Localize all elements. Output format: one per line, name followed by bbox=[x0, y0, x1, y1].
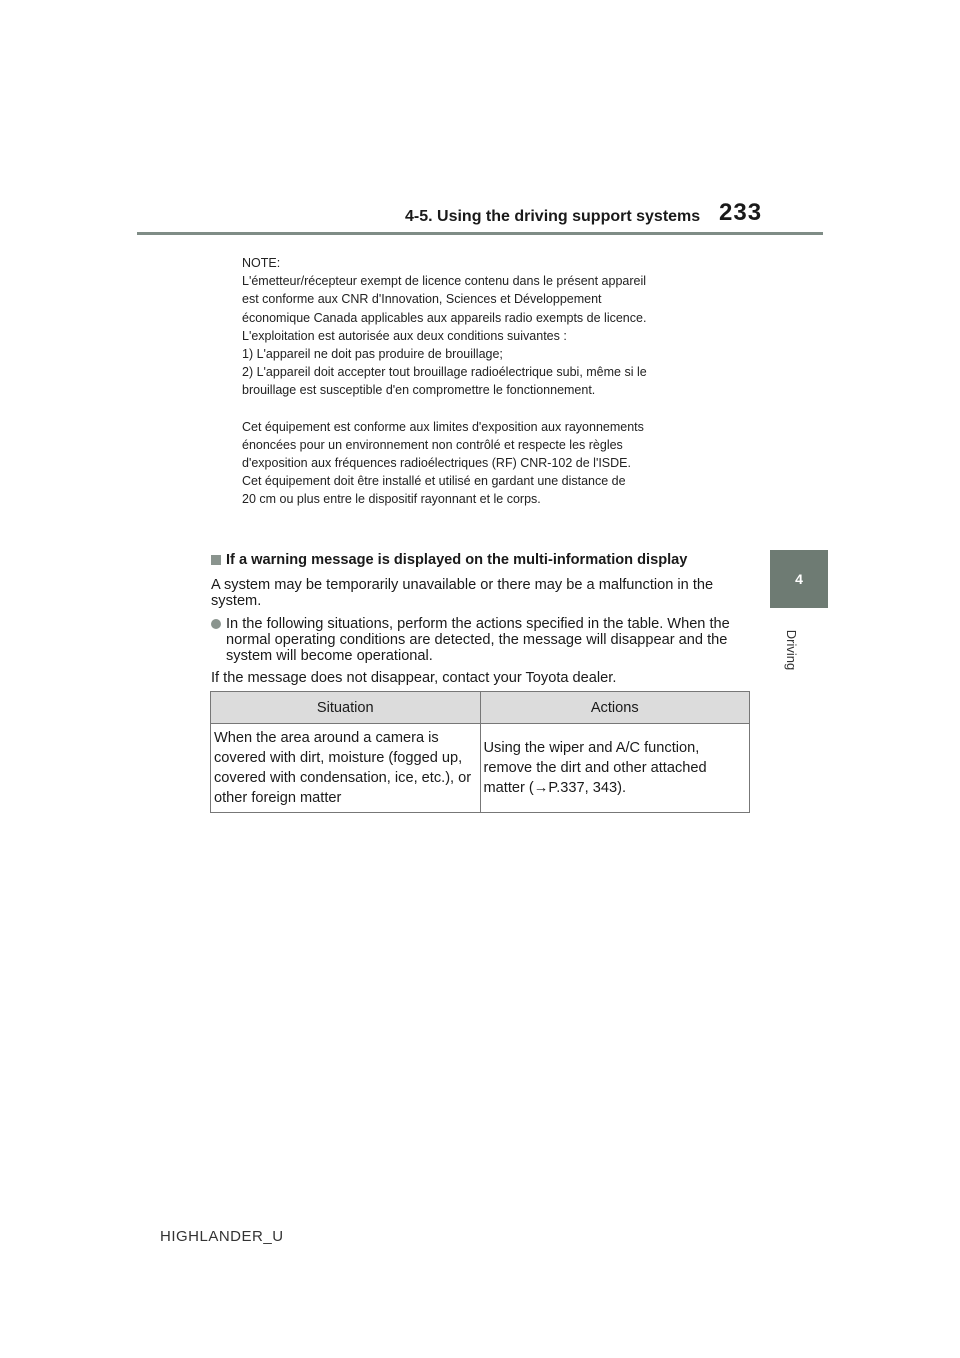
notice-gap bbox=[242, 400, 742, 418]
notice-line: L'exploitation est autorisée aux deux conditions suivantes : bbox=[242, 328, 567, 343]
section-heading-text: If a warning message is displayed on the multi-information display bbox=[226, 552, 688, 568]
chapter-label: Driving bbox=[784, 629, 799, 671]
header-actions: Actions bbox=[480, 692, 750, 724]
closing-paragraph: If the message does not disappear, contact your Toyota dealer. bbox=[211, 670, 617, 686]
page-number: 233 bbox=[719, 199, 763, 226]
footer-model-code: HIGHLANDER_U bbox=[160, 1228, 284, 1245]
situation-actions-table bbox=[210, 691, 750, 813]
notice-line: brouillage est susceptible d'en compromettre le fonctionnement. bbox=[242, 383, 596, 398]
section-header-title: 4-5. Using the driving support systems bbox=[405, 208, 701, 225]
chapter-tab bbox=[770, 550, 828, 608]
notice-line: Cet équipement est conforme aux limites d'exposition aux rayonnements bbox=[242, 419, 644, 434]
cell-situation: When the area around a camera is covered with dirt, moisture (fogged up, covered with condensation, ice, etc.), or other foreign matter bbox=[211, 724, 481, 813]
notice-line: est conforme aux CNR d'Innovation, Sciences et Développement bbox=[242, 292, 602, 307]
regulatory-notice bbox=[242, 254, 742, 509]
bullet-text: In the following situations, perform the actions specified in the table. When the normal operating conditions are detected, the message will disappear and the system will become operational. bbox=[226, 616, 730, 664]
notice-line: d'exposition aux fréquences radioélectriques (RF) CNR-102 de l'ISDE. bbox=[242, 456, 631, 471]
header-situation: Situation bbox=[211, 692, 481, 724]
bullet-item bbox=[211, 616, 756, 664]
notice-line: économique Canada applicables aux appareils radio exempts de licence. bbox=[242, 310, 647, 325]
notice-line: NOTE: bbox=[242, 256, 281, 270]
notice-line: L'émetteur/récepteur exempt de licence contenu dans le présent appareil bbox=[242, 274, 647, 289]
notice-line: énoncées pour un environnement non contrôlé et respecte les règles bbox=[242, 437, 623, 452]
section-heading bbox=[211, 552, 687, 568]
notice-line: 20 cm ou plus entre le dispositif rayonnant et le corps. bbox=[242, 492, 541, 507]
notice-line: 1) L'appareil ne doit pas produire de brouillage; bbox=[242, 347, 503, 362]
chapter-number: 4 bbox=[795, 571, 803, 587]
header-divider bbox=[137, 232, 823, 235]
square-bullet-icon bbox=[211, 555, 221, 565]
notice-line: Cet équipement doit être installé et utilisé en gardant une distance de bbox=[242, 474, 626, 489]
cell-action: Using the wiper and A/C function, remove the dirt and other attached matter (→P.337, 343). bbox=[480, 724, 750, 813]
intro-paragraph: A system may be temporarily unavailable or there may be a malfunction in the system. bbox=[211, 577, 714, 609]
table-row bbox=[211, 724, 750, 813]
notice-line: 2) L'appareil doit accepter tout brouillage radioélectrique subi, même si le bbox=[242, 365, 647, 380]
table-header-row bbox=[211, 692, 750, 724]
circle-bullet-icon bbox=[211, 619, 221, 629]
